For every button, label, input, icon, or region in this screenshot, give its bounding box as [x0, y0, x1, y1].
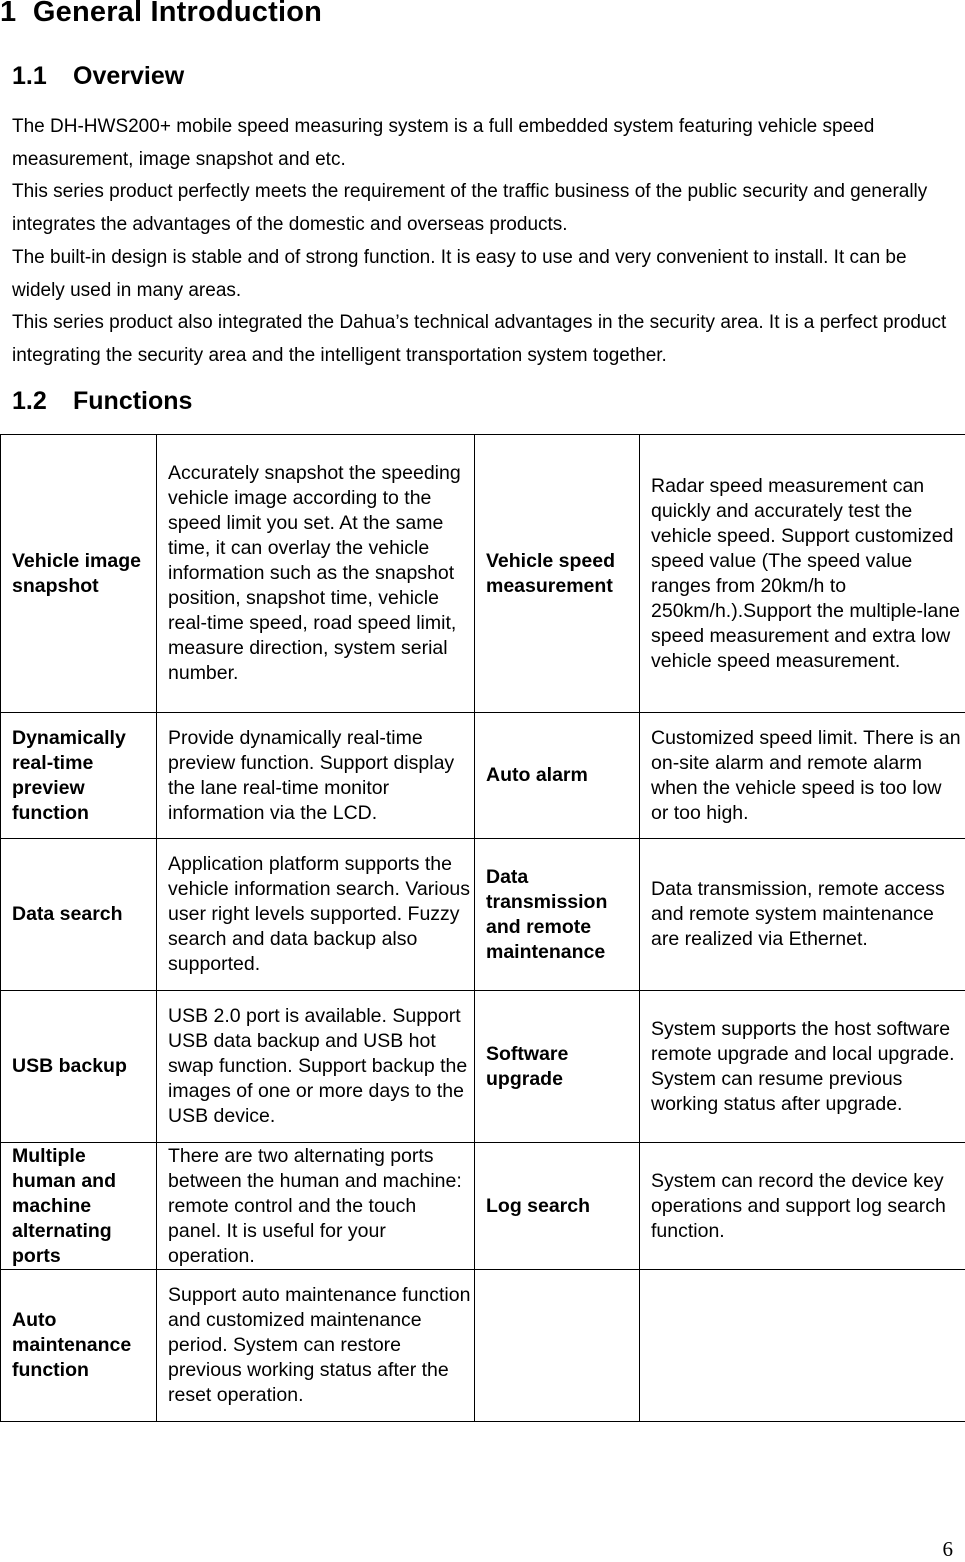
function-label: Auto maintenance function — [1, 1270, 157, 1422]
heading-number: 1 — [0, 0, 16, 28]
function-label: Dynamically real-time preview function — [1, 713, 157, 839]
function-description: USB 2.0 port is available. Support USB data backup and USB hot swap function. Support backup the images of one or more days to the USB device. — [157, 991, 475, 1143]
function-description — [640, 1270, 965, 1422]
function-label: Data search — [1, 839, 157, 991]
heading-overview — [12, 62, 184, 91]
function-description: Accurately snapshot the speeding vehicle image according to the speed limit you set. At the same time, it can overlay the vehicle information such as the snapshot position, snapshot time, vehicle real-time speed, road speed limit, measure direction, system serial number. — [157, 435, 475, 713]
section-title: Functions — [73, 387, 192, 415]
functions-table — [0, 434, 965, 1422]
table-row — [1, 839, 965, 991]
function-label: Log search — [475, 1143, 640, 1270]
section-title: Overview — [73, 62, 184, 90]
function-label: Software upgrade — [475, 991, 640, 1143]
heading-general-introduction — [0, 0, 322, 29]
paragraph: This series product perfectly meets the requirement of the traffic business of the public security and generally integrates the advantages of the domestic and overseas products. — [12, 176, 957, 241]
table-row — [1, 713, 965, 839]
function-description: Data transmission, remote access and remote system maintenance are realized via Ethernet. — [640, 839, 965, 991]
function-label: Vehicle image snapshot — [1, 435, 157, 713]
heading-functions — [12, 387, 192, 416]
section-number: 1.2 — [12, 387, 73, 416]
function-description: Customized speed limit. There is an on-site alarm and remote alarm when the vehicle speed is too low or too high. — [640, 713, 965, 839]
table-row — [1, 1270, 965, 1422]
paragraph: This series product also integrated the Dahua’s technical advantages in the security area. It is a perfect product integrating the security area and the intelligent transportation system together. — [12, 307, 957, 372]
heading-text: General Introduction — [33, 0, 322, 28]
function-description: Radar speed measurement can quickly and accurately test the vehicle speed. Support customized speed value (The speed value ranges from 20km/h to 250km/h.).Support the multiple-lane speed measurement and extra low vehicle speed measurement. — [640, 435, 965, 713]
table-row — [1, 435, 965, 713]
function-label: USB backup — [1, 991, 157, 1143]
function-label: Vehicle speed measurement — [475, 435, 640, 713]
paragraph: The built-in design is stable and of strong function. It is easy to use and very convenient to install. It can be widely used in many areas. — [12, 242, 957, 307]
function-description: System can record the device key operations and support log search function. — [640, 1143, 965, 1270]
function-description: Provide dynamically real-time preview function. Support display the lane real-time monitor information via the LCD. — [157, 713, 475, 839]
table-row — [1, 1143, 965, 1270]
function-label: Data transmission and remote maintenance — [475, 839, 640, 991]
function-label: Multiple human and machine alternating ports — [1, 1143, 157, 1270]
function-description: Application platform supports the vehicle information search. Various user right levels supported. Fuzzy search and data backup also supported. — [157, 839, 475, 991]
paragraph: The DH-HWS200+ mobile speed measuring system is a full embedded system featuring vehicle speed measurement, image snapshot and etc. — [12, 111, 957, 176]
function-description: System supports the host software remote upgrade and local upgrade. System can resume previous working status after upgrade. — [640, 991, 965, 1143]
function-label — [475, 1270, 640, 1422]
page-number: 6 — [943, 1537, 954, 1562]
overview-text — [12, 111, 957, 373]
section-number: 1.1 — [12, 62, 73, 91]
table-row — [1, 991, 965, 1143]
function-description: There are two alternating ports between the human and machine: remote control and the touch panel. It is useful for your operation. — [157, 1143, 475, 1270]
function-label: Auto alarm — [475, 713, 640, 839]
function-description: Support auto maintenance function and customized maintenance period. System can restore previous working status after the reset operation. — [157, 1270, 475, 1422]
